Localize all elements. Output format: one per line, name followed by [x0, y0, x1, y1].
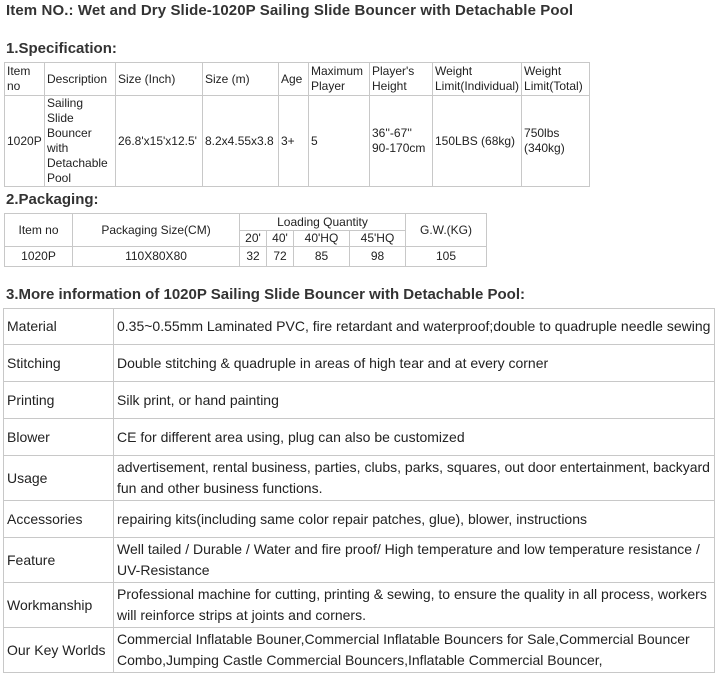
spec-header-weight-total: Weight Limit(Total): [522, 63, 590, 96]
info-key-key-words: Our Key Worlds: [4, 628, 114, 673]
pack-header-40hq: 40'HQ: [294, 231, 350, 247]
info-key-feature: Feature: [4, 538, 114, 583]
spec-header-size-m: Size (m): [203, 63, 279, 96]
specification-heading: 1.Specification:: [6, 40, 117, 57]
spec-header-description: Description: [45, 63, 116, 96]
pack-20ft: 32: [240, 247, 267, 267]
info-key-blower: Blower: [4, 419, 114, 456]
packaging-table: [4, 213, 487, 267]
pack-header-size: Packaging Size(CM): [73, 214, 240, 247]
info-row-material: [4, 309, 715, 345]
pack-40hq: 85: [294, 247, 350, 267]
spec-size-inch: 26.8'x15'x12.5': [116, 96, 203, 187]
pack-header-gw: G.W.(KG): [406, 214, 487, 247]
spec-size-m: 8.2x4.55x3.8: [203, 96, 279, 187]
packaging-heading: 2.Packaging:: [6, 191, 99, 208]
pack-header-45hq: 45'HQ: [350, 231, 406, 247]
pack-header-row-1: [5, 214, 487, 231]
spec-description: Sailing Slide Bouncer with Detachable Pool: [45, 96, 116, 187]
spec-weight-total: 750lbs (340kg): [522, 96, 590, 187]
info-key-material: Material: [4, 309, 114, 345]
spec-max-player: 5: [309, 96, 370, 187]
spec-weight-individual: 150LBS (68kg): [433, 96, 522, 187]
spec-item-no: 1020P: [5, 96, 45, 187]
specification-table: [4, 62, 590, 187]
pack-header-40ft: 40': [267, 231, 294, 247]
pack-header-loading-quantity: Loading Quantity: [240, 214, 406, 231]
spec-header-item-no: Item no: [5, 63, 45, 96]
pack-40ft: 72: [267, 247, 294, 267]
spec-header-weight-individual: Weight Limit(Individual): [433, 63, 522, 96]
info-key-accessories: Accessories: [4, 501, 114, 538]
page-title: Item NO.: Wet and Dry Slide-1020P Sailing Slide Bouncer with Detachable Pool: [6, 2, 574, 19]
pack-data-row: [5, 247, 487, 267]
spec-header-age: Age: [279, 63, 309, 96]
info-key-printing: Printing: [4, 382, 114, 419]
info-value-key-words: Commercial Inflatable Bouner,Commercial Inflatable Bouncers for Sale,Commercial Bouncer Combo,Jumping Castle Commercial Bouncers,Inflatable Commercial Bouncer,: [114, 628, 715, 673]
info-value-printing: Silk print, or hand painting: [114, 382, 715, 419]
pack-size: 110X80X80: [73, 247, 240, 267]
info-key-usage: Usage: [4, 456, 114, 501]
info-row-key-words: [4, 628, 715, 673]
pack-header-20ft: 20': [240, 231, 267, 247]
more-info-table: [3, 308, 715, 673]
info-row-workmanship: [4, 583, 715, 628]
more-info-heading: 3.More information of 1020P Sailing Slide Bouncer with Detachable Pool:: [6, 286, 525, 303]
info-value-blower: CE for different area using, plug can also be customized: [114, 419, 715, 456]
info-value-workmanship: Professional machine for cutting, printing & sewing, to ensure the quality in all process, workers will reinforce strips at joints and corners.: [114, 583, 715, 628]
info-row-accessories: [4, 501, 715, 538]
pack-45hq: 98: [350, 247, 406, 267]
pack-header-item-no: Item no: [5, 214, 73, 247]
info-value-material: 0.35~0.55mm Laminated PVC, fire retardant and waterproof;double to quadruple needle sewing: [114, 309, 715, 345]
spec-header-max-player: Maximum Player: [309, 63, 370, 96]
spec-player-height: 36''-67'' 90-170cm: [370, 96, 433, 187]
info-value-accessories: repairing kits(including same color repair patches, glue), blower, instructions: [114, 501, 715, 538]
info-value-feature: Well tailed / Durable / Water and fire proof/ High temperature and low temperature resistance / UV-Resistance: [114, 538, 715, 583]
info-row-blower: [4, 419, 715, 456]
info-row-stitching: [4, 345, 715, 382]
spec-header-size-inch: Size (Inch): [116, 63, 203, 96]
info-value-stitching: Double stitching & quadruple in areas of high tear and at every corner: [114, 345, 715, 382]
spec-data-row: [5, 96, 590, 187]
info-row-usage: [4, 456, 715, 501]
pack-item-no: 1020P: [5, 247, 73, 267]
info-value-usage: advertisement, rental business, parties, clubs, parks, squares, out door entertainment, backyard fun and other business functions.: [114, 456, 715, 501]
info-row-feature: [4, 538, 715, 583]
info-key-workmanship: Workmanship: [4, 583, 114, 628]
info-key-stitching: Stitching: [4, 345, 114, 382]
pack-gw: 105: [406, 247, 487, 267]
spec-header-player-height: Player's Height: [370, 63, 433, 96]
info-row-printing: [4, 382, 715, 419]
spec-header-row: [5, 63, 590, 96]
spec-age: 3+: [279, 96, 309, 187]
